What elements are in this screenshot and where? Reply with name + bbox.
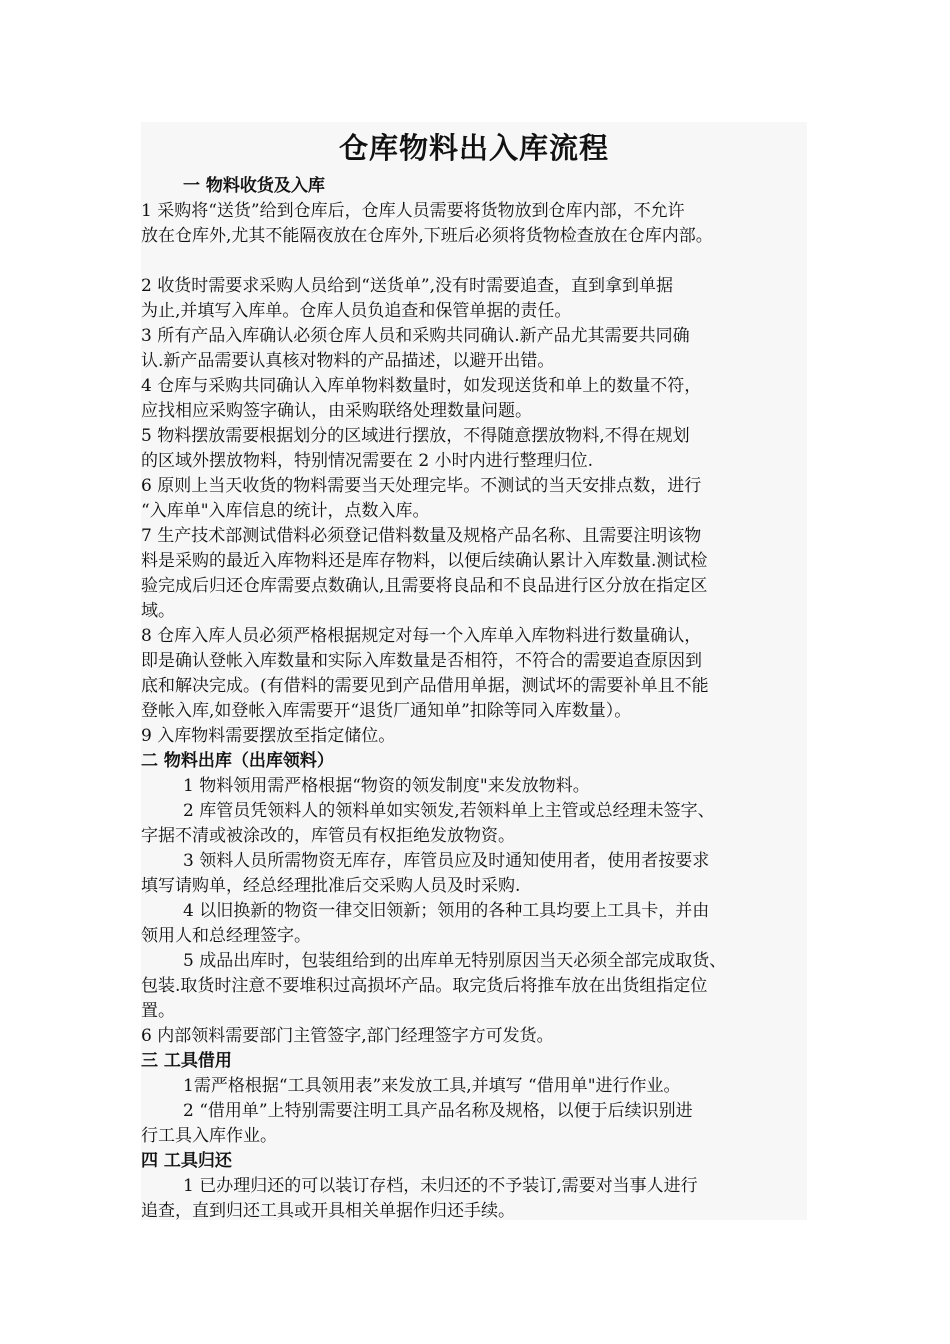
paragraph-line: 6 原则上当天收货的物料需要当天处理完毕。不测试的当天安排点数，进行 — [141, 476, 702, 496]
paragraph-line: 4 仓库与采购共同确认入库单物料数量时，如发现送货和单上的数量不符， — [141, 376, 702, 396]
paragraph-line: 9 入库物料需要摆放至指定储位。 — [141, 726, 396, 746]
paragraph-line: 2 库管员凭领料人的领料单如实领发,若领料单上主管或总经理未签字、 — [183, 801, 715, 821]
paragraph-line: 4 以旧换新的物资一律交旧领新；领用的各种工具均要上工具卡，并由 — [183, 901, 710, 921]
paragraph-line: 2 收货时需要求采购人员给到“送货单”,没有时需要追查，直到拿到单据 — [141, 276, 674, 296]
paragraph-line: 领用人和总经理签字。 — [141, 926, 311, 946]
paragraph-line: 料是采购的最近入库物料还是库存物料，以便后续确认累计入库数量.测试检 — [141, 551, 708, 571]
paragraph-line: 的区域外摆放物料，特别情况需要在 2 小时内进行整理归位. — [141, 451, 594, 471]
paragraph-line: 2 “借用单”上特别需要注明工具产品名称及规格，以便于后续识别进 — [183, 1101, 693, 1121]
paragraph-line: 1 采购将“送货”给到仓库后，仓库人员需要将货物放到仓库内部，不允许 — [141, 201, 685, 221]
paragraph-line: 1需严格根据“工具领用表”来发放工具,并填写 “借用单"进行作业。 — [183, 1076, 681, 1096]
section-4-heading: 四 工具归还 — [141, 1151, 232, 1171]
paragraph-line: “入库单"入库信息的统计，点数入库。 — [141, 501, 430, 521]
paragraph-line: 7 生产技术部测试借料必须登记借料数量及规格产品名称、且需要注明该物 — [141, 526, 702, 546]
paragraph-line: 为止,并填写入库单。仓库人员负追查和保管单据的责任。 — [141, 301, 572, 321]
paragraph-line: 应找相应采购签字确认，由采购联络处理数量问题。 — [141, 401, 532, 421]
paragraph-line: 填写请购单，经总经理批准后交采购人员及时采购. — [141, 876, 521, 896]
paragraph-line: 底和解决完成。(有借料的需要见到产品借用单据，测试坏的需要补单且不能 — [141, 676, 709, 696]
paragraph-line: 行工具入库作业。 — [141, 1126, 277, 1146]
section-2-heading: 二 物料出库（出库领料） — [141, 751, 334, 771]
paragraph-line: 3 所有产品入库确认必须仓库人员和采购共同确认.新产品尤其需要共同确 — [141, 326, 690, 346]
document-page — [141, 122, 807, 1220]
paragraph-line: 5 成品出库时，包装组给到的出库单无特别原因当天必须全部完成取货、 — [183, 951, 727, 971]
blank-line — [141, 249, 807, 274]
paragraph-line: 登帐入库,如登帐入库需要开“退货厂通知单”扣除等同入库数量）。 — [141, 701, 632, 721]
paragraph-line: 认.新产品需要认真核对物料的产品描述，以避开出错。 — [141, 351, 555, 371]
paragraph-line: 1 物料领用需严格根据“物资的领发制度"来发放物料。 — [183, 776, 590, 796]
paragraph-line: 1 已办理归还的可以装订存档，未归还的不予装订,需要对当事人进行 — [183, 1176, 698, 1196]
paragraph-line: 置。 — [141, 1001, 175, 1021]
paragraph-line: 5 物料摆放需要根据划分的区域进行摆放，不得随意摆放物料,不得在规划 — [141, 426, 690, 446]
paragraph-line: 追查，直到归还工具或开具相关单据作归还手续。 — [141, 1201, 515, 1221]
paragraph-line: 即是确认登帐入库数量和实际入库数量是否相符，不符合的需要追查原因到 — [141, 651, 702, 671]
paragraph-line: 放在仓库外,尤其不能隔夜放在仓库外,下班后必须将货物检查放在仓库内部。 — [141, 226, 713, 246]
document-title: 仓库物料出入库流程 — [338, 131, 609, 165]
paragraph-line: 包装.取货时注意不要堆积过高损坏产品。取完货后将推车放在出货组指定位 — [141, 976, 708, 996]
paragraph-line: 3 领料人员所需物资无库存，库管员应及时通知使用者，使用者按要求 — [183, 851, 710, 871]
paragraph-line: 验完成后归还仓库需要点数确认,且需要将良品和不良品进行区分放在指定区 — [141, 576, 708, 596]
paragraph-line: 6 内部领料需要部门主管签字,部门经理签字方可发货。 — [141, 1026, 554, 1046]
paragraph-line: 8 仓库入库人员必须严格根据规定对每一个入库单入库物料进行数量确认， — [141, 626, 702, 646]
paragraph-line: 域。 — [141, 601, 175, 621]
section-3-heading: 三 工具借用 — [141, 1051, 232, 1071]
section-1-heading: 一 物料收货及入库 — [183, 176, 325, 196]
paragraph-line: 字据不清或被涂改的，库管员有权拒绝发放物资。 — [141, 826, 515, 846]
